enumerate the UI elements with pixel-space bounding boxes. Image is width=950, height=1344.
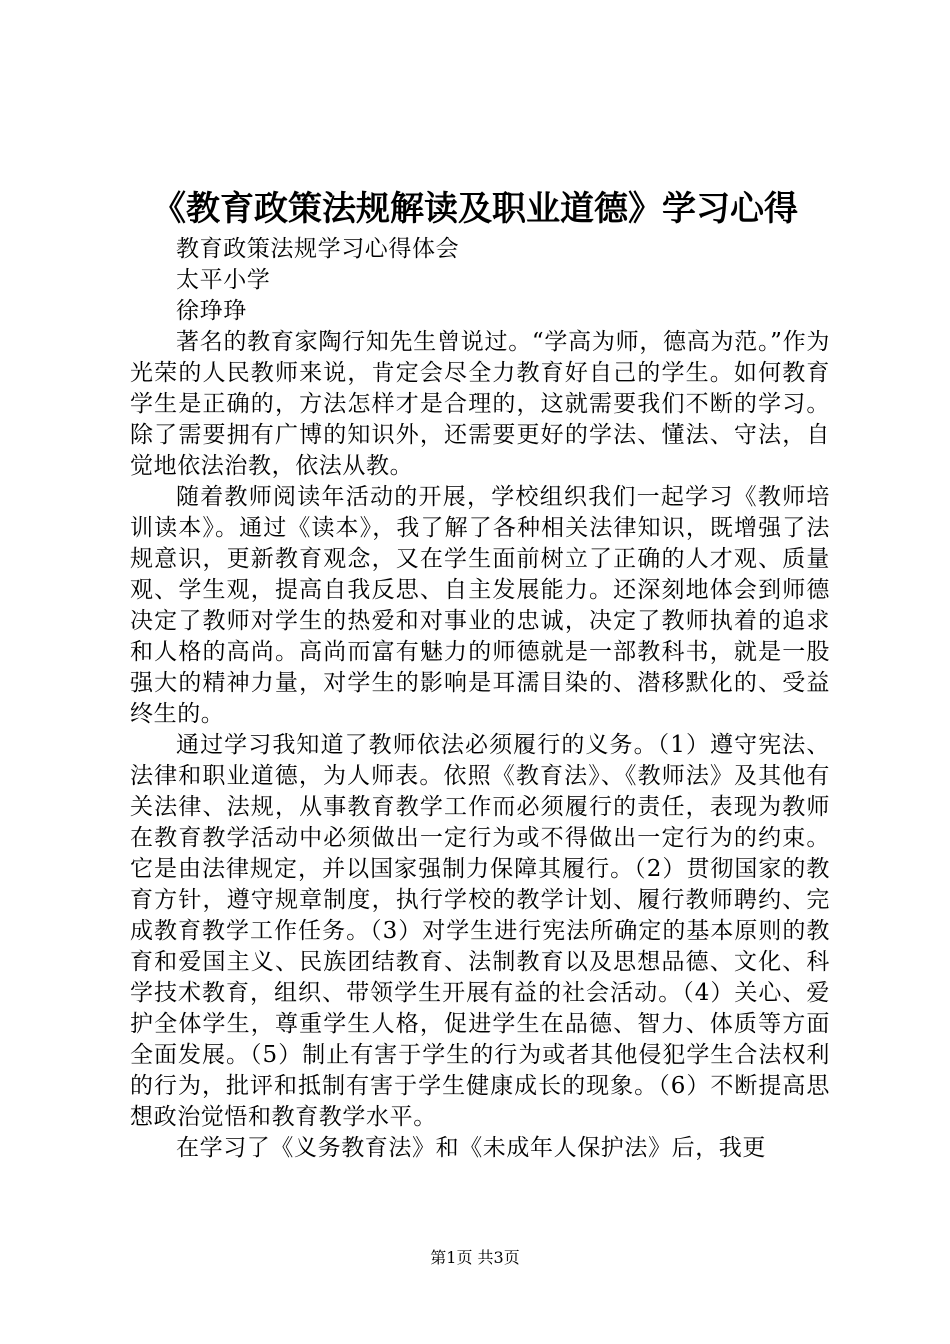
body-paragraph-reading: 随着教师阅读年活动的开展，学校组织我们一起学习《教师培训读本》。通过《读本》，我了解了各种相关法律知识，既增强了法规意识，更新教育观念，又在学生面前树立了正确的人才观、质量观、学生观，提高自我反思、自主发展能力。还深刻地体会到师德决定了教师对学生的热爱和对事业的忠诚，决定了教师执着的追求和人格的高尚。高尚而富有魅力的师德就是一部教科书，就是一股强大的精神力量，对学生的影响是耳濡目染的、潜移默化的、受益终生的。 <box>130 484 830 727</box>
subtitle-paragraph: 教育政策法规学习心得体会 <box>176 236 460 262</box>
body-paragraph-intro: 著名的教育家陶行知先生曾说过。“学高为师，德高为范。”作为光荣的人民教师来说，肯定会尽全力教育好自己的学生。如何教育学生是正确的，方法怎样才是合理的，这就需要我们不断的学习。除了需要拥有广博的知识外，还需要更好的学法、懂法、守法，自觉地依法治教，依法从教。 <box>130 329 830 479</box>
author-name-paragraph: 徐琤琤 <box>176 298 247 324</box>
document-title: 《教育政策法规解读及职业道德》学习心得 <box>152 189 798 229</box>
school-name-paragraph: 太平小学 <box>176 267 271 293</box>
document-body <box>130 234 830 1164</box>
page-number-footer: 第1页 共3页 <box>430 1248 520 1267</box>
body-paragraph-laws: 在学习了《义务教育法》和《未成年人保护法》后，我更 <box>176 1135 766 1161</box>
body-paragraph-duties: 通过学习我知道了教师依法必须履行的义务。（1）遵守宪法、法律和职业道德，为人师表。依照《教育法》、《教师法》及其他有关法律、法规，从事教育教学工作而必须履行的责任，表现为教师在教育教学活动中必须做出一定行为或不得做出一定行为的约束。它是由法律规定，并以国家强制力保障其履行。（2）贯彻国家的教育方针，遵守规章制度，执行学校的教学计划、履行教师聘约、完成教育教学工作任务。（3）对学生进行宪法所确定的基本原则的教育和爱国主义、民族团结教育、法制教育以及思想品德、文化、科学技术教育，组织、带领学生开展有益的社会活动。（4）关心、爱护全体学生，尊重学生人格，促进学生在品德、智力、体质等方面全面发展。（5）制止有害于学生的行为或者其他侵犯学生合法权利的行为，批评和抵制有害于学生健康成长的现象。（6）不断提高思想政治觉悟和教育教学水平。 <box>130 732 830 1130</box>
